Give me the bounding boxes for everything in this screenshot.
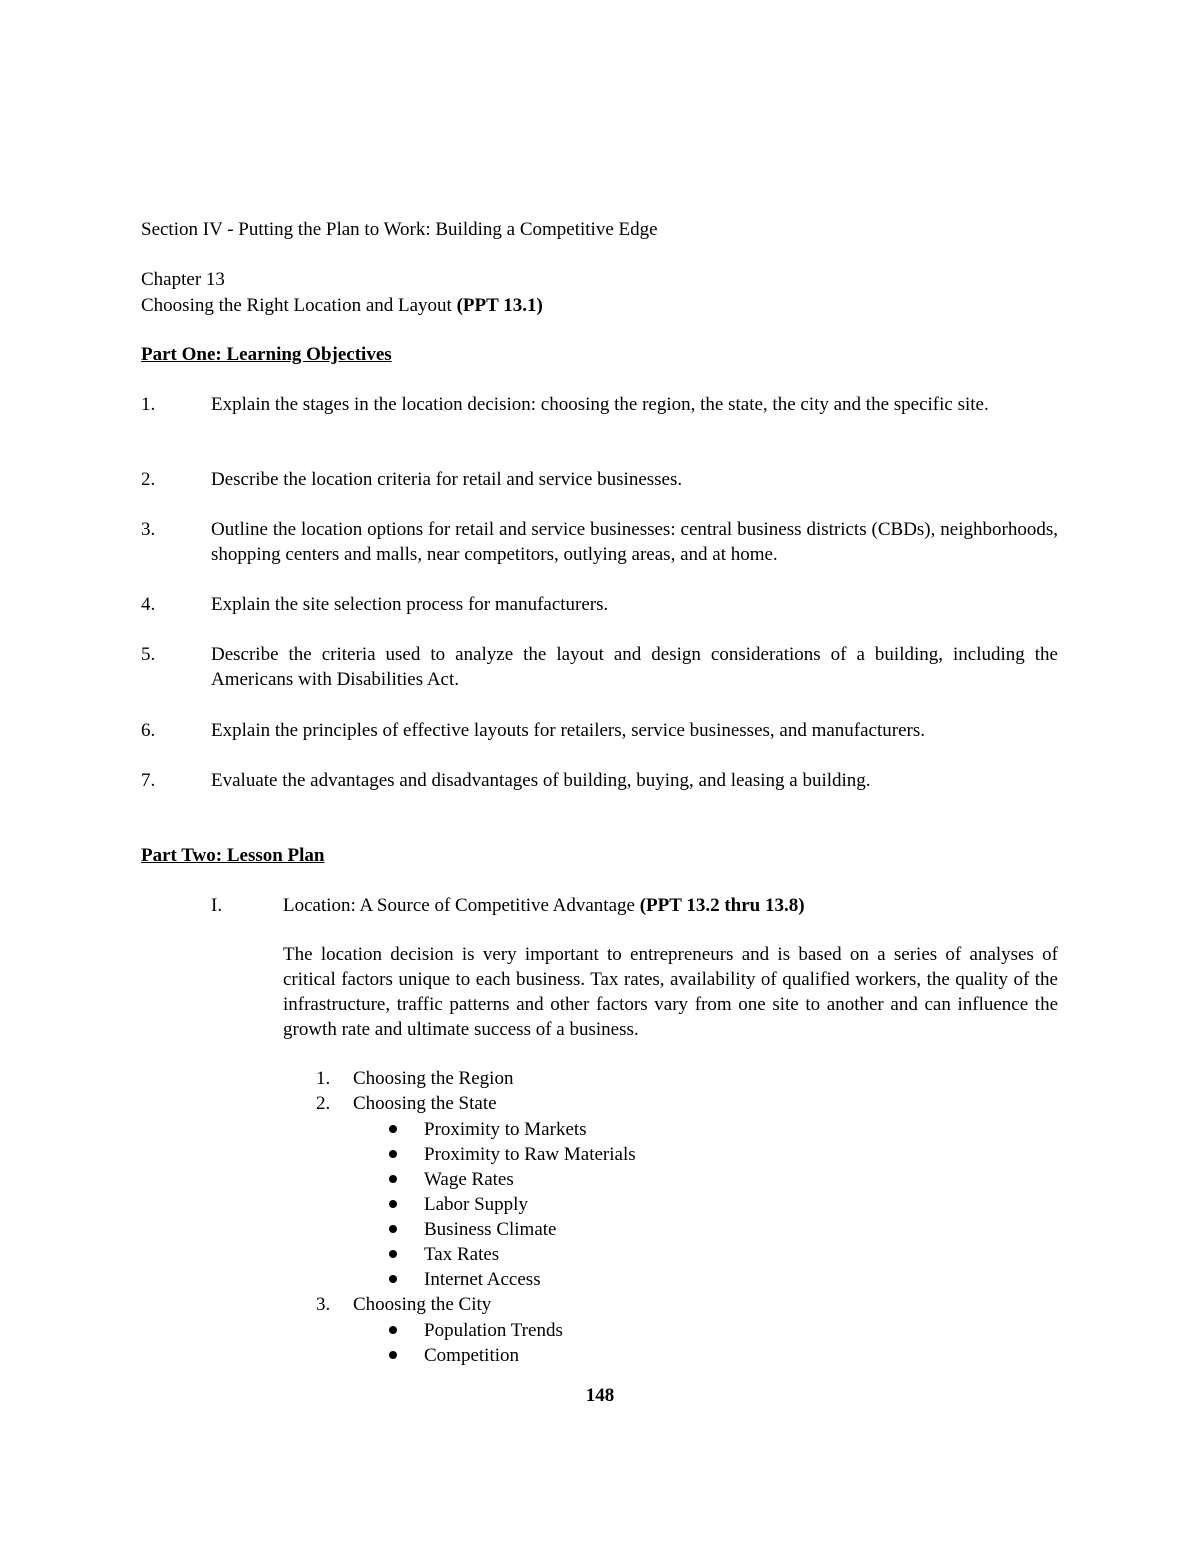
bullet-icon [389, 1250, 397, 1258]
objective-text: Explain the principles of effective layouts for retailers, service businesses, and manufacturers. [211, 720, 926, 741]
step-number: 3. [316, 1294, 331, 1315]
objective-number: 3. [141, 519, 156, 540]
bullet-icon [389, 1175, 397, 1183]
bullet-icon [389, 1351, 397, 1359]
objective-text: Evaluate the advantages and disadvantages of building, buying, and leasing a building. [211, 770, 871, 791]
lesson-section-title: Location: A Source of Competitive Advantage [283, 895, 640, 916]
step-label: Choosing the Region [353, 1068, 514, 1089]
bullet-icon [389, 1326, 397, 1334]
lesson-section-title-line [283, 893, 805, 918]
part-one-heading: Part One: Learning Objectives [141, 344, 392, 365]
bullet-icon [389, 1125, 397, 1133]
objective-number: 1. [141, 394, 156, 415]
chapter-title-line [141, 293, 543, 318]
list-item: Labor Supply [424, 1194, 528, 1215]
part-two-heading: Part Two: Lesson Plan [141, 845, 325, 866]
chapter-label: Chapter 13 [141, 269, 225, 290]
objective-text: Explain the stages in the location decision: choosing the region, the state, the city and the specific site. [211, 394, 989, 415]
section-title: Section IV - Putting the Plan to Work: Building a Competitive Edge [141, 219, 658, 240]
objective-number: 4. [141, 594, 156, 615]
lesson-section-number: I. [211, 895, 223, 916]
list-item: Competition [424, 1345, 519, 1366]
chapter-ppt-ref: (PPT 13.1) [456, 295, 543, 316]
objective-text: Describe the criteria used to analyze the layout and design considerations of a building, including the Americans with Disabilities Act. [211, 644, 1058, 690]
objective-text: Describe the location criteria for retail and service businesses. [211, 469, 683, 490]
bullet-icon [389, 1200, 397, 1208]
objective-number: 5. [141, 644, 156, 665]
step-label: Choosing the State [353, 1093, 497, 1114]
list-item: Internet Access [424, 1269, 541, 1290]
list-item: Proximity to Markets [424, 1119, 587, 1140]
step-number: 1. [316, 1068, 331, 1089]
list-item: Wage Rates [424, 1169, 514, 1190]
bullet-icon [389, 1150, 397, 1158]
list-item: Proximity to Raw Materials [424, 1144, 636, 1165]
objective-number: 2. [141, 469, 156, 490]
objective-text: Outline the location options for retail and service businesses: central business districts (CBDs), neighborhoods, shopping centers and malls, near competitors, outlying areas, and at home. [211, 519, 1058, 565]
lesson-paragraph: The location decision is very important to entrepreneurs and is based on a series of analyses of critical factors unique to each business. Tax rates, availability of qualified workers, the quality of the infrastructure, traffic patterns and other factors vary from one site to another and can influence the growth rate and ultimate success of a business. [283, 944, 1058, 1040]
step-label: Choosing the City [353, 1294, 492, 1315]
objective-number: 6. [141, 720, 156, 741]
objective-text: Explain the site selection process for manufacturers. [211, 594, 609, 615]
list-item: Population Trends [424, 1320, 563, 1341]
list-item: Tax Rates [424, 1244, 500, 1265]
chapter-title: Choosing the Right Location and Layout [141, 295, 457, 316]
lesson-ppt-ref: (PPT 13.2 thru 13.8) [639, 895, 805, 916]
list-item: Business Climate [424, 1219, 557, 1240]
bullet-icon [389, 1225, 397, 1233]
step-number: 2. [316, 1093, 331, 1114]
bullet-icon [389, 1275, 397, 1283]
page-number: 148 [585, 1385, 615, 1406]
objective-number: 7. [141, 770, 156, 791]
